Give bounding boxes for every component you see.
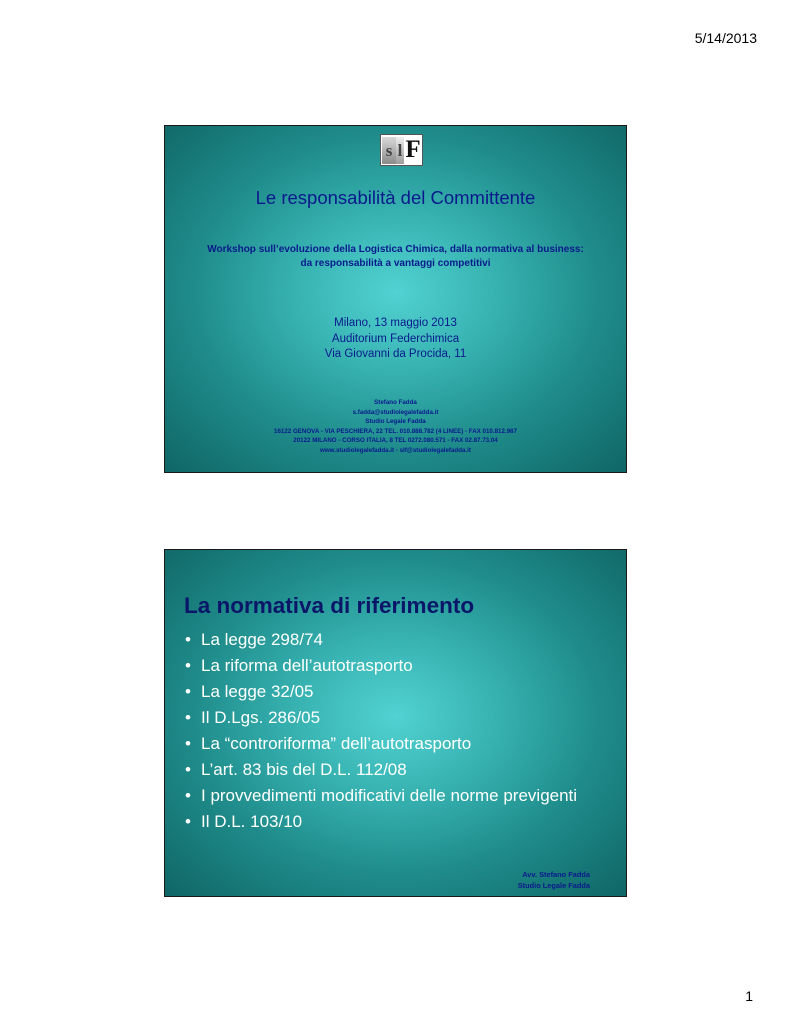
slide-2-footer <box>518 870 590 891</box>
subtitle-line: Workshop sull’evoluzione della Logistica Chimica, dalla normativa al business: <box>207 244 584 255</box>
bullet-glyph: • <box>185 759 191 779</box>
event-address: Via Giovanni da Procida, 11 <box>324 348 467 360</box>
event-venue: Auditorium Federchimica <box>331 332 460 345</box>
logo-letter-l: l <box>396 137 404 164</box>
page-number: 1 <box>745 988 753 1004</box>
list-item <box>184 708 584 728</box>
slide-1-title: Le responsabilità del Committente <box>255 187 536 208</box>
slide-1 <box>164 125 627 473</box>
studio-logo <box>380 134 423 166</box>
bullet-glyph: • <box>185 630 191 649</box>
contact-name: Stefano Fadda <box>374 399 417 406</box>
list-item-text: Il D.Lgs. 286/05 <box>201 707 321 727</box>
list-item-text: I provvedimenti modificativi delle norme previgenti <box>201 785 578 805</box>
list-item-text: La legge 32/05 <box>201 681 314 701</box>
bullet-glyph: • <box>185 707 191 727</box>
list-item-text: La riforma dell’autotrasporto <box>201 655 413 675</box>
page-date: 5/14/2013 <box>694 30 757 46</box>
list-item <box>184 812 584 832</box>
list-item <box>184 630 584 650</box>
list-item <box>184 786 584 806</box>
list-item <box>184 734 584 754</box>
bullet-glyph: • <box>185 681 191 701</box>
footer-author: Avv. Stefano Fadda <box>522 870 590 879</box>
logo-letter-s: s <box>382 137 396 164</box>
reference-list <box>184 630 584 838</box>
event-details <box>165 316 626 363</box>
bullet-glyph: • <box>185 655 191 675</box>
subtitle-line: da responsabilità a vantaggi competitivi <box>300 258 491 269</box>
contact-milano: 20122 MILANO - CORSO ITALIA, 8 TEL 0272.080.571 - FAX 02.87.73.04 <box>293 437 498 445</box>
list-item-text: L’art. 83 bis del D.L. 112/08 <box>201 759 407 779</box>
bullet-glyph: • <box>185 733 191 753</box>
contact-firm: Studio Legale Fadda <box>365 418 426 426</box>
bullet-glyph: • <box>185 811 191 831</box>
bullet-glyph: • <box>185 785 191 805</box>
list-item-text: La legge 298/74 <box>201 630 323 649</box>
list-item <box>184 656 584 676</box>
contact-genova: 16122 GENOVA - VIA PESCHIERA, 22 TEL. 010.888.782 (4 LINEE) - FAX 010.812.987 <box>274 427 517 435</box>
list-item-text: Il D.L. 103/10 <box>201 811 303 831</box>
slide-1-subtitle <box>175 243 616 271</box>
slide-2 <box>164 549 627 897</box>
slide-2-title: La normativa di riferimento <box>184 593 475 618</box>
logo-letter-f: F <box>405 136 421 163</box>
contact-email: s.fadda@studiolegalefadda.it <box>352 408 439 416</box>
contact-block <box>165 398 626 456</box>
list-item-text: La “controriforma” dell’autotrasporto <box>201 733 472 753</box>
list-item <box>184 760 584 780</box>
contact-web: www.studiolegalefadda.it - slf@studiolegalefadda.it <box>320 446 471 454</box>
list-item <box>184 682 584 702</box>
event-date: Milano, 13 maggio 2013 <box>334 317 457 329</box>
footer-firm: Studio Legale Fadda <box>517 880 590 890</box>
